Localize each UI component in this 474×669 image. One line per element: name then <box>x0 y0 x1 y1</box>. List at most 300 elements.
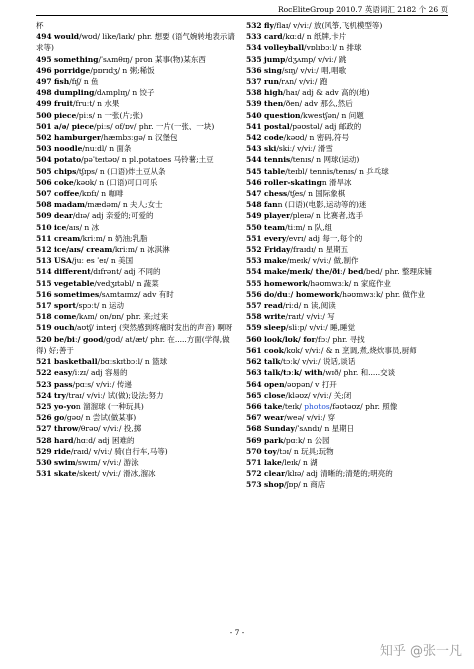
entry-definition: /sɪŋ/ v/viː/ 唱,唱歌 <box>281 65 347 75</box>
entry-definition: /pɑːs/ v/viː/ 传递 <box>72 379 132 389</box>
entry-definition: /evrɪ/ adj 每一,每个的 <box>286 233 363 243</box>
entry-number: 569 <box>246 435 262 445</box>
entry-definition: /haɪ/ adj & adv 高的(地) <box>283 88 370 98</box>
vocab-entry <box>246 188 448 199</box>
entry-definition: /sʌmtaɪmz/ adv 有时 <box>99 289 174 299</box>
entry-definition: /bed/ phr. 整理床铺 <box>363 267 432 277</box>
entry-word: lake <box>264 457 282 467</box>
entry-word: basketball <box>54 357 98 367</box>
vocab-entry <box>246 278 448 289</box>
entry-definition: /vɒlɪbɔːl/ n 排球 <box>304 43 362 53</box>
entry-number: 561 <box>246 345 262 355</box>
vocab-entry <box>36 423 238 434</box>
entry-number: 543 <box>246 144 262 154</box>
entry-word: homework <box>264 278 308 288</box>
vocab-entry <box>246 222 448 233</box>
vocab-entry <box>246 76 448 87</box>
entry-number: 546 <box>246 177 262 187</box>
vocab-entry <box>246 300 448 311</box>
entry-definition: /flaɪ/ v/viː/ 放(风筝,飞机模型等) <box>273 21 383 30</box>
entry-definition: /pəʊstəl/ adj 邮政的 <box>289 121 362 131</box>
entry-word: every <box>264 233 287 243</box>
entry-number: 535 <box>246 54 262 64</box>
entry-number: 507 <box>36 189 52 199</box>
entry-number: 503 <box>36 144 52 154</box>
vocab-entry <box>246 479 448 490</box>
entry-word: coffee <box>54 189 80 199</box>
vocab-entry <box>36 154 238 165</box>
entry-definition: /ʃɒp/ n 商店 <box>283 480 326 490</box>
entry-definition: /nuːdl/ n 面条 <box>82 144 132 154</box>
vocab-entry <box>36 356 238 367</box>
entry-definition: /swɪm/ v/viː/ 游泳 <box>75 457 139 467</box>
vocab-entry <box>36 199 238 210</box>
entry-definition: /kɑːd/ n 纸牌,卡片 <box>282 32 347 42</box>
entry-definition: /fruːt/ n 水果 <box>73 99 120 109</box>
entry-word: team <box>264 222 286 232</box>
entry-number: 525 <box>36 401 52 411</box>
vocab-entry <box>246 401 448 412</box>
watermark: 知乎 @张一凡 <box>379 644 462 659</box>
entry-word: skate <box>54 469 77 479</box>
entry-word: close <box>264 390 286 400</box>
entry-word: sometimes <box>54 289 100 299</box>
entry-definition: /sliːp/ v/viː/ 睡,睡觉 <box>285 323 356 333</box>
entry-word: madam <box>54 200 85 210</box>
entry-number: 519 <box>36 323 52 333</box>
vocab-entry <box>246 446 448 457</box>
entry-definition: /fɔː/ phr. 寻找 <box>315 334 365 344</box>
entry-number: 523 <box>36 379 52 389</box>
entry-word: take <box>264 401 283 411</box>
entry-word: roller-skating <box>264 177 322 187</box>
vocab-entry <box>246 210 448 221</box>
vocab-entry <box>246 132 448 143</box>
entry-definition: /kʊk/ v/viː/ & n 烹调,煮,烧炊事员,厨师 <box>283 345 417 355</box>
entry-definition: /kriːm/ n 奶油;乳脂 <box>80 233 148 243</box>
entry-definition: /hɑːd/ adj 困难的 <box>73 435 135 445</box>
entry-number: 537 <box>246 77 262 87</box>
vocab-entry <box>36 54 238 65</box>
vocab-entry <box>246 457 448 468</box>
vocab-entry <box>36 121 238 132</box>
vocab-entry <box>36 143 238 154</box>
entry-number: 524 <box>36 390 52 400</box>
vocab-entry <box>36 76 238 87</box>
vocab-entry <box>36 233 238 244</box>
vocab-entry <box>246 20 448 31</box>
entry-word: try <box>54 390 66 400</box>
entry-definition: /pɒrɪdʒ/ n 粥;稀饭 <box>90 65 155 75</box>
entry-definition: /piːs/ n 一张(片;张) <box>76 110 143 120</box>
vocab-entry <box>36 457 238 468</box>
entry-definition: /pɑːk/ n 公园 <box>283 435 330 445</box>
vocab-entry <box>246 266 448 277</box>
entry-definition: /gʊd/ at/æt/ phr. 在.....方面(学得,做得) 好;善于 <box>36 334 230 355</box>
entry-word: porridge <box>54 65 91 75</box>
entry-definition: /juː es ˈeɪ/ n 美国 <box>71 256 134 266</box>
entry-word: open <box>264 379 285 389</box>
entry-number: 533 <box>246 32 262 42</box>
entry-word: table <box>264 166 286 176</box>
entry-number: 515 <box>36 278 52 288</box>
entry-definition: /dʒʌmp/ v/viː/ 跳 <box>285 54 347 64</box>
entry-word: fan <box>264 200 278 210</box>
vocab-entry <box>246 199 448 210</box>
entry-definition: /pəˈteɪtəʊ/ n pl.potatoes 马铃薯;土豆 <box>81 155 214 165</box>
entry-number: 540 <box>246 110 262 120</box>
entry-number: 560 <box>246 334 262 344</box>
entry-number: 562 <box>246 357 262 367</box>
entry-definition: 杯 <box>36 21 44 30</box>
vocab-entry <box>36 300 238 311</box>
entry-number: 536 <box>246 65 262 75</box>
vocab-entry <box>36 266 238 277</box>
entry-definition: /həʊmwɜːk/ n 家庭作业 <box>307 278 391 288</box>
entry-number: 497 <box>36 77 52 87</box>
entry-word: card <box>264 32 283 42</box>
entry-number: 563 <box>246 368 262 378</box>
entry-definition: /kəʊk/ n (口语)可口可乐 <box>73 177 158 187</box>
entry-word: a/ə/ piece <box>54 121 94 131</box>
entry-word: swim <box>54 457 76 467</box>
entry-definition: /vedʒɪtəbl/ n 蔬菜 <box>94 278 159 288</box>
entry-word: easy <box>54 368 73 378</box>
entry-definition: /kləʊz/ v/viː/ 关;闭 <box>285 390 352 400</box>
entry-number: 555 <box>246 278 262 288</box>
entry-number: 501 <box>36 121 52 131</box>
entry-word: player <box>264 211 291 221</box>
entry-word: ouch <box>54 323 75 333</box>
entry-definition: /traɪ/ v/viː/ 试(做);设法;努力 <box>65 390 164 400</box>
entry-number: 568 <box>246 424 262 434</box>
entry-number: 570 <box>246 446 262 456</box>
entry-number: 556 <box>246 289 262 299</box>
vocab-entry <box>246 166 448 177</box>
vocab-entry <box>36 289 238 300</box>
vocab-entry <box>36 367 238 378</box>
vocab-entry <box>36 110 238 121</box>
vocab-entry <box>36 87 238 98</box>
left-column <box>36 20 238 479</box>
entry-number: 564 <box>246 379 262 389</box>
vocab-entry <box>246 379 448 390</box>
entry-definition: /wʊd/ like/laɪk/ phr. 想要 (语气婉转地表示请求等) <box>36 32 235 53</box>
entry-word: noodle <box>54 144 83 154</box>
vocab-entry <box>246 54 448 65</box>
entry-definition: /dɪə/ adj 亲爱的;可爱的 <box>72 211 154 221</box>
entry-word: shop <box>264 480 284 490</box>
entry-word: yo-yo <box>54 401 76 411</box>
entry-word: make <box>264 256 287 266</box>
entry-definition: /tʃes/ n 国际象棋 <box>287 189 346 199</box>
entry-definition: /weə/ v/viː/ 穿 <box>284 413 336 423</box>
vocab-entry <box>246 177 448 188</box>
entry-word: write <box>264 312 286 322</box>
vocab-entry <box>36 132 238 143</box>
entry-word: park <box>264 435 284 445</box>
vocab-entry <box>36 278 238 289</box>
entry-number: 510 <box>36 222 52 232</box>
entry-word: talk/tɔːk/ with <box>264 368 323 378</box>
entry-number: 573 <box>246 480 262 490</box>
entry-word: coke <box>54 177 74 187</box>
vocab-entry <box>246 423 448 434</box>
vocab-entry <box>246 87 448 98</box>
entry-word: tennis <box>264 155 291 165</box>
entry-number: 496 <box>36 65 52 75</box>
entry-definition: /dɪfrənt/ adj 不同的 <box>90 267 161 277</box>
entry-word: then <box>264 99 284 109</box>
entry-definition: /tiːm/ n 队,组 <box>285 222 333 232</box>
vocab-entry <box>246 289 448 300</box>
vocab-entry <box>36 177 238 188</box>
entry-definition: /iːzɪ/ adj 容易的 <box>72 368 128 378</box>
entry-word: vegetable <box>54 278 95 288</box>
entry-word: question <box>264 110 301 120</box>
entry-definition: /hæmbɜːgə/ n 汉堡包 <box>100 133 178 143</box>
entry-number: 527 <box>36 424 52 434</box>
vocab-entry <box>36 401 238 412</box>
entry-number: 548 <box>246 200 262 210</box>
entry-number: 545 <box>246 166 262 176</box>
vocab-entry <box>36 65 238 76</box>
entry-word: ski <box>264 144 277 154</box>
entry-definition: n 滑旱冰 <box>321 177 352 187</box>
vocab-entry <box>36 166 238 177</box>
entry-number: 506 <box>36 177 52 187</box>
entry-word: sleep <box>264 323 286 333</box>
vocab-entry <box>36 390 238 401</box>
entry-number: 520 <box>36 334 52 344</box>
entry-definition: /tɔɪ/ n 玩具;玩物 <box>276 446 334 456</box>
entry-number: 502 <box>36 133 52 143</box>
entry-definition: /wɪð/ phr. 和.....交谈 <box>322 368 396 378</box>
entry-word: hamburger <box>54 133 101 143</box>
entry-definition: /aɪs/ n 冰 <box>66 222 100 232</box>
entry-word: come <box>54 312 77 322</box>
vocab-entry <box>36 468 238 479</box>
page-number: - 7 - <box>229 628 245 637</box>
vocab-entry <box>36 334 238 356</box>
entry-number: 530 <box>36 457 52 467</box>
vocab-entry <box>246 121 448 132</box>
entry-number: 549 <box>246 211 262 221</box>
vocab-entry <box>246 356 448 367</box>
entry-word: chips <box>54 166 77 176</box>
vocab-entry <box>36 222 238 233</box>
entry-word: sport <box>54 301 76 311</box>
vocab-entry <box>36 412 238 423</box>
entry-number: 558 <box>246 312 262 322</box>
entry-word: would <box>54 32 80 42</box>
entry-definition: /tenɪs/ n 网球(运动) <box>290 155 360 165</box>
entry-number: 517 <box>36 301 52 311</box>
entry-definition: /teɪk/ photos/fəʊtəʊz/ phr. 照像 <box>282 401 398 411</box>
entry-word: look/lʊk/ for <box>264 334 316 344</box>
entry-word: chess <box>264 189 288 199</box>
entry-word: cook <box>264 345 284 355</box>
entry-number: 539 <box>246 99 262 109</box>
entry-word: read <box>264 301 283 311</box>
vocab-entry <box>36 20 238 31</box>
entry-word: dear <box>54 211 73 221</box>
entry-number: 547 <box>246 189 262 199</box>
entry-number: 553 <box>246 256 262 266</box>
entry-number: 550 <box>246 222 262 232</box>
vocab-entry <box>36 255 238 266</box>
entry-word: hard <box>54 435 74 445</box>
entry-definition: /piːs/ of/ɒv/ phr. 一片(一张、一块) <box>93 121 215 131</box>
vocab-entry <box>246 322 448 333</box>
entry-number: 516 <box>36 289 52 299</box>
entry-word: toy <box>264 446 277 456</box>
entry-number: 521 <box>36 357 52 367</box>
entry-word: dumpling <box>54 88 95 98</box>
entry-definition: n (口语)(电影,运动等的)迷 <box>277 200 367 210</box>
entry-word: Sunday <box>264 424 295 434</box>
vocab-entry <box>36 435 238 446</box>
entry-number: 571 <box>246 457 262 467</box>
entry-word: volleyball <box>264 43 305 53</box>
entry-definition: n 溜溜球 (一种玩具) <box>75 401 144 411</box>
entry-word: cream <box>54 233 81 243</box>
entry-word: different <box>54 267 91 277</box>
entry-number: 528 <box>36 435 52 445</box>
page-header: RocEliteGroup 2010.7 英语词汇 2182 个 26 页 <box>278 5 448 14</box>
vocab-entry <box>36 446 238 457</box>
entry-definition: /leɪk/ n 湖 <box>281 457 318 467</box>
vocab-entry <box>36 31 238 53</box>
entry-number: 505 <box>36 166 52 176</box>
vocab-entry <box>246 244 448 255</box>
entry-word: something <box>54 54 99 64</box>
entry-number: 508 <box>36 200 52 210</box>
entry-word: do/duː/ homework <box>264 289 340 299</box>
vocab-entry <box>246 110 448 121</box>
entry-definition: /tɔːk/ v/viː/ 说话,谈话 <box>280 357 356 367</box>
entry-definition: /tʃɪps/ n (口语)炸土豆从条 <box>76 166 166 176</box>
entry-word: code <box>264 133 284 143</box>
entry-definition: /gəʊ/ n 尝试(做某事) <box>64 413 137 423</box>
entry-word: potato <box>54 155 82 165</box>
vocab-entry <box>246 435 448 446</box>
vocab-entry <box>246 390 448 401</box>
entry-definition: /rʌn/ v/viː/ 跑 <box>278 77 328 87</box>
vocab-entry <box>246 367 448 378</box>
entry-number: 531 <box>36 469 52 479</box>
entry-definition: /ˈsʌndɪ/ n 星期日 <box>294 424 355 434</box>
entry-word: wear <box>264 413 285 423</box>
entry-number: 529 <box>36 446 52 456</box>
entry-number: 514 <box>36 267 52 277</box>
entry-word: be/biː/ good <box>54 334 104 344</box>
entry-number: 499 <box>36 99 52 109</box>
entry-number: 522 <box>36 368 52 378</box>
entry-definition: /kʌm/ on/ɒn/ phr. 来;过来 <box>76 312 169 322</box>
entry-number: 511 <box>36 233 52 243</box>
right-column <box>246 20 448 491</box>
entry-number: 534 <box>246 43 262 53</box>
entry-definition: /ðen/ adv 那么,然后 <box>283 99 353 109</box>
entry-word: talk <box>264 357 281 367</box>
vocab-entry <box>36 210 238 221</box>
entry-number: 552 <box>246 245 262 255</box>
entry-number: 541 <box>246 121 262 131</box>
entry-word: fruit <box>54 99 73 109</box>
entry-definition: /spɔːt/ n 运动 <box>75 301 124 311</box>
vocab-entry <box>246 31 448 42</box>
entry-definition: /həʊmwɜːk/ phr. 做作业 <box>339 289 426 299</box>
entry-word: make/meɪk/ the/ðiː/ bed <box>264 267 364 277</box>
entry-number: 495 <box>36 54 52 64</box>
entry-definition: /mædəm/ n 夫人;女士 <box>84 200 163 210</box>
entry-definition: /kwestʃən/ n 问题 <box>300 110 364 120</box>
entry-definition: /kəʊd/ n 密码,符号 <box>283 133 350 143</box>
header-rule <box>36 15 448 16</box>
entry-definition: /teɪbl/ tennis/tenɪs/ n 乒乓球 <box>285 166 389 176</box>
entry-number: 572 <box>246 469 262 479</box>
entry-number: 509 <box>36 211 52 221</box>
vocab-entry <box>246 311 448 322</box>
vocab-entry <box>246 143 448 154</box>
entry-word: USA <box>54 256 72 266</box>
vocab-entry <box>246 233 448 244</box>
entry-word: ice <box>54 222 67 232</box>
entry-number: 494 <box>36 32 52 42</box>
entry-number: 532 <box>246 21 262 30</box>
entry-number: 567 <box>246 413 262 423</box>
vocab-entry <box>246 42 448 53</box>
entry-word: ride <box>54 446 71 456</box>
vocab-entry <box>246 98 448 109</box>
entry-word: run <box>264 77 279 87</box>
vocab-entry <box>36 322 238 333</box>
vocab-entry <box>246 154 448 165</box>
entry-word: high <box>264 88 284 98</box>
entry-number: 566 <box>246 401 262 411</box>
entry-word: Friday <box>264 245 291 255</box>
entry-definition: /raɪd/ v/viː/ 骑(自行车,马等) <box>70 446 168 456</box>
vocab-entry <box>36 188 238 199</box>
vocab-entry <box>246 468 448 479</box>
entry-word: postal <box>264 121 290 131</box>
entry-definition: /kɒfɪ/ n 咖啡 <box>79 189 124 199</box>
vocab-entry <box>36 98 238 109</box>
entry-number: 565 <box>246 390 262 400</box>
vocab-entry <box>36 244 238 255</box>
entry-definition: /əʊpən/ v 打开 <box>284 379 337 389</box>
entry-definition: /pleɪə/ n 比赛者,选手 <box>290 211 364 221</box>
entry-word: ice/aɪs/ cream <box>54 245 113 255</box>
entry-number: 559 <box>246 323 262 333</box>
entry-word: sing <box>264 65 282 75</box>
entry-definition: /θrəʊ/ v/viː/ 投,掷 <box>78 424 142 434</box>
entry-definition: /ˈsʌmθɪŋ/ pron 某事(物)某东西 <box>98 54 206 64</box>
entry-definition: /bɑːskɪtbɔːl/ n 篮球 <box>97 357 168 367</box>
entry-definition: /fraɪdɪ/ n 星期五 <box>290 245 349 255</box>
entry-number: 513 <box>36 256 52 266</box>
entry-definition: /aʊtʃ/ interj (突然感到疼痛时发出的声音) 啊呀 <box>74 323 233 333</box>
entry-definition: /skiː/ v/viː/ 滑雪 <box>276 144 333 154</box>
entry-definition: /klɪə/ adj 清晰的;清楚的;明亮的 <box>285 469 393 479</box>
vocab-entry <box>246 65 448 76</box>
entry-number: 498 <box>36 88 52 98</box>
vocab-entry <box>246 334 448 345</box>
entry-word: throw <box>54 424 79 434</box>
entry-definition: /raɪt/ v/viː/ 写 <box>285 312 335 322</box>
entry-definition: /dʌmplɪŋ/ n 饺子 <box>94 88 155 98</box>
